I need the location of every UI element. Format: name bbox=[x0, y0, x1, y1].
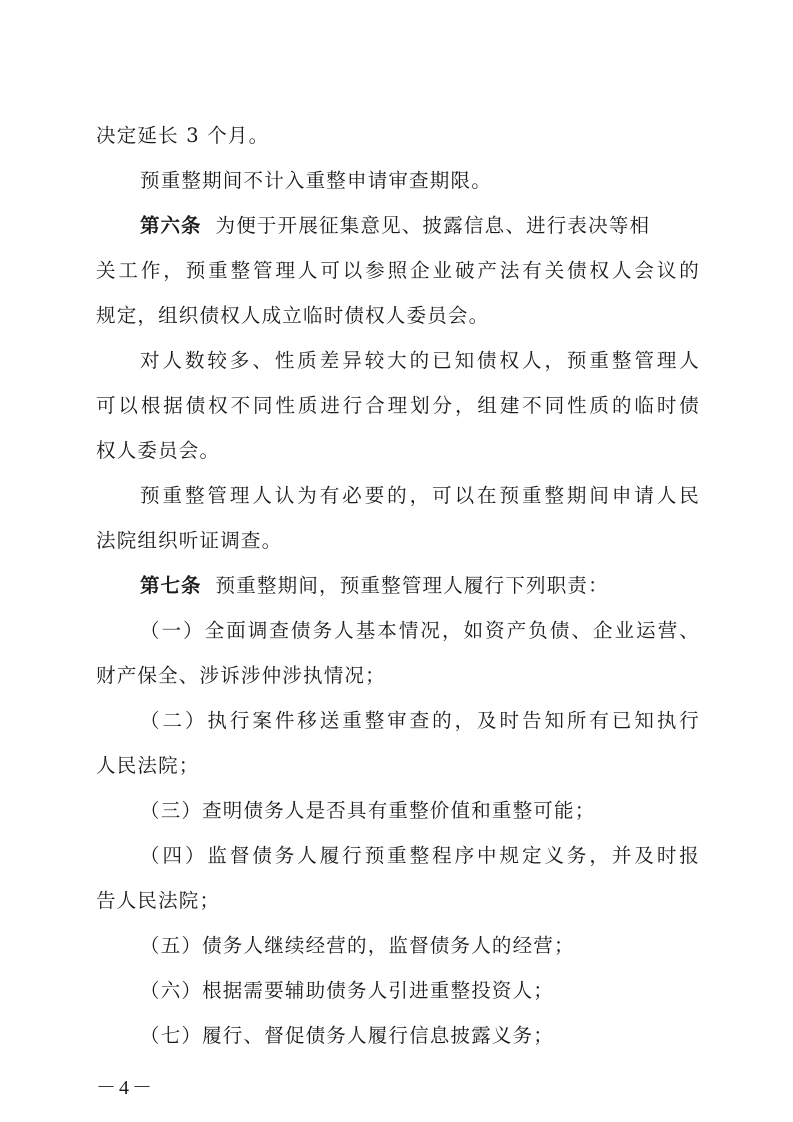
text-line bbox=[96, 251, 700, 291]
line-text: 法院组织听证调查。 bbox=[96, 529, 283, 552]
text-line bbox=[96, 746, 700, 786]
line-text: 预重整期间不计入重整申请审查期限。 bbox=[140, 169, 492, 192]
list-item bbox=[140, 836, 700, 876]
line-text: （五）债务人继续经营的，监督债务人的经营； bbox=[140, 934, 575, 957]
list-item bbox=[140, 701, 700, 741]
line-text: （二）执行案件移送重整审查的，及时告知所有已知执行 bbox=[140, 709, 700, 732]
article-six-line bbox=[140, 206, 700, 246]
list-item bbox=[140, 926, 700, 966]
text-line bbox=[96, 386, 700, 426]
text-line bbox=[140, 476, 700, 516]
line-text: 关工作，预重整管理人可以参照企业破产法有关债权人会议的 bbox=[96, 259, 700, 282]
line-text: 权人委员会。 bbox=[96, 439, 221, 462]
line-text: （三）查明债务人是否具有重整价值和重整可能； bbox=[140, 799, 596, 822]
list-item bbox=[140, 971, 700, 1011]
line-text: （一）全面调查债务人基本情况，如资产负债、企业运营、 bbox=[140, 619, 700, 642]
line-text: 预重整期间，预重整管理人履行下列职责： bbox=[215, 574, 609, 597]
line-text: 人民法院； bbox=[96, 754, 200, 777]
text-line bbox=[96, 431, 700, 471]
text-line bbox=[140, 341, 700, 381]
text-line bbox=[96, 116, 700, 156]
article-seven-heading: 第七条 bbox=[140, 574, 202, 597]
text-line bbox=[140, 161, 700, 201]
line-text: （六）根据需要辅助债务人引进重整投资人； bbox=[140, 979, 555, 1002]
line-text: （七）履行、督促债务人履行信息披露义务； bbox=[140, 1024, 555, 1047]
line-text: （四）监督债务人履行预重整程序中规定义务，并及时报 bbox=[140, 844, 700, 867]
text-line bbox=[96, 656, 700, 696]
line-text: 可以根据债权不同性质进行合理划分，组建不同性质的临时债 bbox=[96, 394, 700, 417]
line-text: 告人民法院； bbox=[96, 889, 221, 912]
list-item bbox=[140, 611, 700, 651]
list-item bbox=[140, 791, 700, 831]
line-text: 财产保全、涉诉涉仲涉执情况； bbox=[96, 664, 386, 687]
text-line bbox=[96, 881, 700, 921]
line-text: 决定延长 3 个月。 bbox=[96, 124, 270, 147]
article-seven-line bbox=[140, 566, 700, 606]
text-line bbox=[96, 296, 700, 336]
text-line bbox=[96, 521, 700, 561]
line-text: 预重整管理人认为有必要的，可以在预重整期间申请人民 bbox=[140, 484, 700, 507]
page-number: －4－ bbox=[96, 1077, 155, 1099]
line-text: 对人数较多、性质差异较大的已知债权人，预重整管理人 bbox=[140, 349, 700, 372]
line-text: 为便于开展征集意见、披露信息、进行表决等相 bbox=[215, 214, 651, 237]
article-six-heading: 第六条 bbox=[140, 214, 202, 237]
list-item bbox=[140, 1016, 700, 1056]
line-text: 规定，组织债权人成立临时债权人委员会。 bbox=[96, 304, 490, 327]
